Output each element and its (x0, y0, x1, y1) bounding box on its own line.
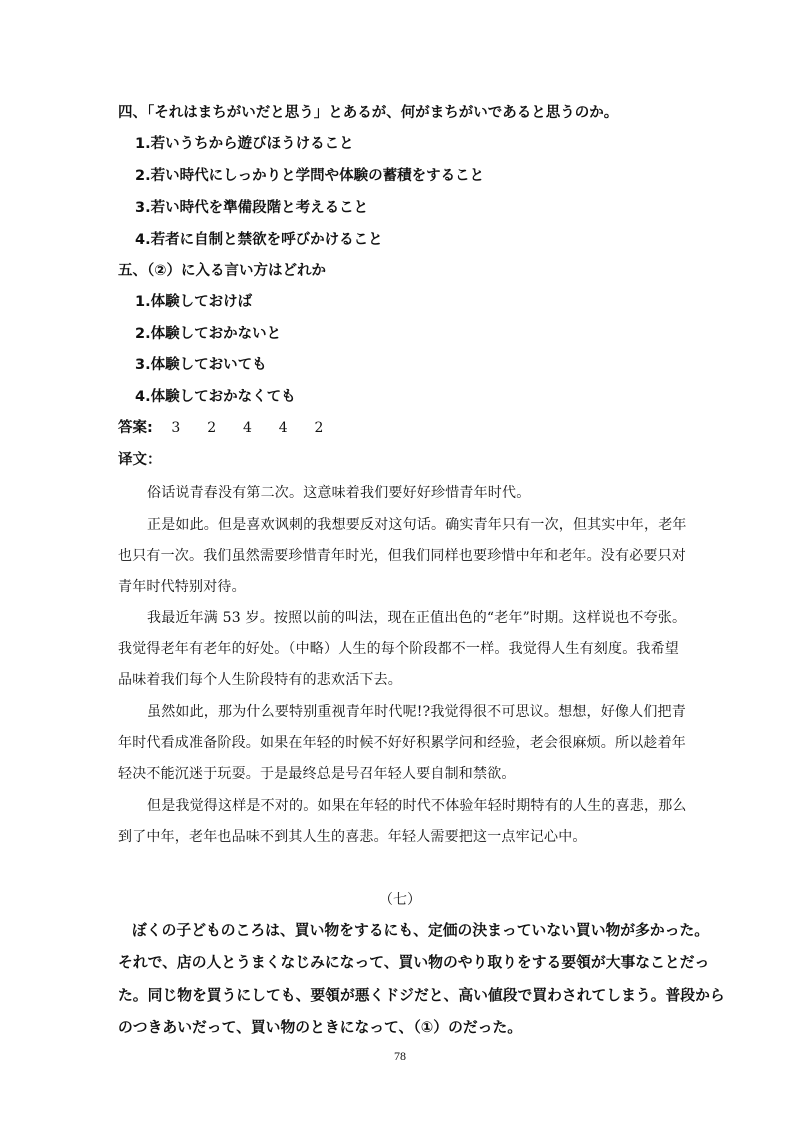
translation-line: 也只有一次。我们虽然需要珍惜青年时光，但我们同样也要珍惜中年和老年。没有必要只对 (118, 548, 686, 564)
translation-line: 我最近年满 53 岁。按照以前的叫法，现在正值出色的“老年”时期。这样说也不夸张。 (147, 610, 687, 626)
translation-line: 但是我觉得这样是不对的。如果在年轻的时代不体验年轻时期特有的人生的喜悲，那么 (147, 798, 687, 814)
question-4: 四、「それはまちがいだと思う」とあるが、何がまちがいであると思うのか。 (118, 105, 619, 121)
q5-option-1: 1.体験しておけば (135, 294, 253, 310)
section-heading: （七） (379, 892, 421, 908)
q4-option-4: 4.若者に自制と禁欲を呼びかけること (135, 232, 383, 248)
q4-option-3: 3.若い時代を準備段階と考えること (135, 200, 369, 216)
story-line: それで、店の人とうまくなじみになって、買い物のやり取りをする要領が大事なことだっ (118, 954, 710, 971)
story-line: のつきあいだって、買い物のときになって、（①）のだった。 (118, 1019, 523, 1036)
q5-option-4: 4.体験しておかなくても (135, 389, 296, 405)
story-line: た。同じ物を買うにしても、要領が悪くドジだと、高い値段で買わされてしまう。普段から (118, 987, 725, 1004)
question-5: 五、（②）に入る言い方はどれか (118, 263, 327, 279)
answer-row (118, 418, 324, 438)
answer-value: 2 (314, 420, 324, 436)
translation-line: 正是如此。但是喜欢讽刺的我想要反对这句话。确实青年只有一次，但其实中年，老年 (147, 517, 687, 533)
answer-label: 答案: (118, 420, 153, 436)
q5-option-3: 3.体験しておいても (135, 357, 267, 373)
translation-label: 译文： (118, 452, 162, 468)
answer-value: 4 (242, 420, 253, 436)
page-number: 78 (394, 1049, 406, 1063)
answer-values (171, 420, 323, 436)
translation-line: 轻决不能沉迷于玩耍。于是最终总是号召年轻人要自制和禁欲。 (118, 766, 516, 782)
story-line: ぼくの子どものころは、買い物をするにも、定価の決まっていない買い物が多かった。 (132, 922, 710, 939)
translation-line: 到了中年，老年也品味不到其人生的喜悲。年轻人需要把这一点牢记心中。 (118, 829, 587, 845)
translation-line: 我觉得老年有老年的好处。（中略）人生的每个阶段都不一样。我觉得人生有刻度。我希望 (118, 641, 679, 657)
q5-option-2: 2.体験しておかないと (135, 326, 282, 342)
q4-option-1: 1.若いうちから遊びほうけること (135, 136, 354, 152)
answer-value: 3 (171, 420, 181, 436)
translation-line: 虽然如此，那为什么要特别重视青年时代呢!?我觉得很不可思议。想想，好像人们把青 (147, 704, 686, 720)
answer-value: 2 (207, 420, 217, 436)
translation-line: 俗话说青春没有第二次。这意味着我们要好好珍惜青年时代。 (147, 485, 531, 501)
answer-value: 4 (278, 420, 288, 436)
translation-line: 品味着我们每个人生阶段特有的悲欢活下去。 (118, 672, 402, 688)
translation-line: 青年时代特别对待。 (118, 579, 246, 595)
translation-line: 年时代看成准备阶段。如果在年轻的时候不好好积累学问和经验，老会很麻烦。所以趁着年 (118, 735, 686, 751)
q4-option-2: 2.若い時代にしっかりと学問や体験の蓄積をすること (135, 168, 485, 184)
